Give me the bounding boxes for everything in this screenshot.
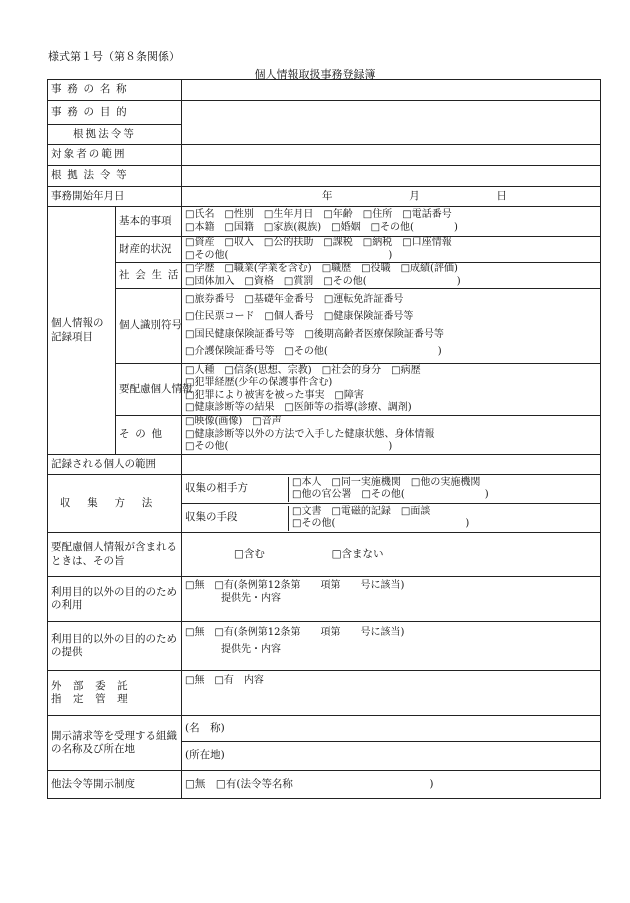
record-item-row <box>48 289 601 364</box>
legal-basis-field[interactable] <box>182 166 601 187</box>
office-purpose-label: 事務の目的 <box>48 101 182 125</box>
row-other-provide <box>48 622 601 671</box>
collection-method-label: 収集方法 <box>48 475 182 533</box>
record-options[interactable]: □旅券番号 □基礎年金番号 □運転免許証番号 □住民票コード □個人番号 □健康保険証番号等 □国民健康保険証番号等 □後期高齢者医療保険証番号等 □介護保険証番号等 □その他( ) <box>182 289 601 364</box>
other-use-label: 利用目的以外の目的のための利用 <box>48 577 182 622</box>
collection-source-options[interactable]: □本人 □同一実施機関 □他の実施機関 □他の官公署 □その他( ) <box>292 476 489 500</box>
page-title: 個人情報取扱事務登録簿 <box>254 68 376 81</box>
row-target-scope <box>48 145 601 166</box>
target-scope-field[interactable] <box>182 145 601 166</box>
disclosure-org-label: 開示請求等を受理する組織の名称及び所在地 <box>48 716 182 771</box>
row-start-date <box>48 187 601 207</box>
row-office-purpose <box>48 101 601 125</box>
record-options[interactable]: □氏名 □性別 □生年月日 □年齢 □住所 □電話番号 □本籍 □国籍 □家族(親族) □婚姻 □その他( ) <box>182 207 601 237</box>
record-items-label: 個人情報の記録項目 <box>48 207 116 455</box>
other-provide-label: 利用目的以外の目的のための提供 <box>48 622 182 671</box>
row-legal-basis <box>48 166 601 187</box>
record-item-row <box>48 416 601 455</box>
collection-means-options[interactable]: □文書 □電磁的記録 □面談 □その他( ) <box>292 505 470 529</box>
row-other-law <box>48 771 601 799</box>
row-recorded-scope <box>48 455 601 475</box>
collection-source-label: 収集の相手方 <box>182 477 289 502</box>
recorded-scope-label: 記録される個人の範囲 <box>48 455 182 475</box>
collection-source-cell <box>182 475 601 504</box>
row-outsourcing <box>48 671 601 716</box>
sensitive-field[interactable] <box>182 533 601 577</box>
disclosure-address-field[interactable]: (所在地) <box>182 742 601 771</box>
start-date-label: 事務開始年月日 <box>48 187 182 207</box>
row-collection-source <box>48 475 601 504</box>
start-date-month: 月 <box>409 189 420 202</box>
legal-basis-purpose-label: 根拠法令等 <box>48 125 182 145</box>
other-law-label: 他法令等開示制度 <box>48 771 182 799</box>
target-scope-label: 対象者の範囲 <box>48 145 182 166</box>
record-item-row <box>48 207 601 237</box>
start-date-day: 日 <box>496 189 507 202</box>
recorded-scope-field[interactable] <box>182 455 601 475</box>
record-category: 財産的状況 <box>116 237 182 263</box>
record-category: 要配慮個人情報 <box>116 364 182 416</box>
collection-means-label: 収集の手段 <box>182 506 289 531</box>
sensitive-label: 要配慮個人情報が含まれるときは、その旨 <box>48 533 182 577</box>
row-disclosure-name <box>48 716 601 742</box>
row-sensitive <box>48 533 601 577</box>
legal-basis-label: 根拠法令等 <box>48 166 182 187</box>
record-category: 基本的事項 <box>116 207 182 237</box>
form-number: 様式第１号（第８条関係） <box>48 50 180 63</box>
record-item-row <box>48 237 601 263</box>
outsourcing-label: 外部委託 指定管理 <box>48 671 182 716</box>
other-use-field[interactable]: □無 □有(条例第12条第 項第 号に該当) 提供先・内容 <box>182 577 601 622</box>
outsourcing-field[interactable]: □無 □有 内容 <box>182 671 601 716</box>
record-item-row <box>48 263 601 289</box>
start-date-field[interactable] <box>182 187 601 207</box>
register-table <box>47 79 601 799</box>
row-office-name <box>48 80 601 101</box>
other-law-field[interactable]: □無 □有(法令等名称 ) <box>182 771 601 799</box>
record-category: 個人識別符号 <box>116 289 182 364</box>
start-date-year: 年 <box>322 189 333 202</box>
disclosure-name-field[interactable]: (名 称) <box>182 716 601 742</box>
record-options[interactable]: □映像(画像) □音声 □健康診断等以外の方法で入手した健康状態、身体情報 □その他( ) <box>182 416 601 455</box>
record-category: 社会生活 <box>116 263 182 289</box>
record-options[interactable]: □資産 □収入 □公的扶助 □課税 □納税 □口座情報 □その他( ) <box>182 237 601 263</box>
record-options[interactable]: □学歴 □職業(学業を含む) □職歴 □役職 □成績(評価) □団体加入 □資格 □賞罰 □その他( ) <box>182 263 601 289</box>
record-category: その他 <box>116 416 182 455</box>
sensitive-include-checkbox[interactable]: □含む <box>234 547 265 560</box>
record-options[interactable]: □人種 □信条(思想、宗教) □社会的身分 □病歴 □犯罪経歴(少年の保護事件含む) □犯罪により被害を被った事実 □障害 □健康診断等の結果 □医師等の指導(診療、調剤) <box>182 364 601 416</box>
office-purpose-field[interactable] <box>182 101 601 145</box>
other-provide-field[interactable]: □無 □有(条例第12条第 項第 号に該当) 提供先・内容 <box>182 622 601 671</box>
row-other-use <box>48 577 601 622</box>
record-item-row <box>48 364 601 416</box>
office-name-label: 事務の名称 <box>48 80 182 101</box>
sensitive-exclude-checkbox[interactable]: □含まない <box>331 547 384 560</box>
office-name-field[interactable] <box>182 80 601 101</box>
collection-means-cell <box>182 504 601 533</box>
